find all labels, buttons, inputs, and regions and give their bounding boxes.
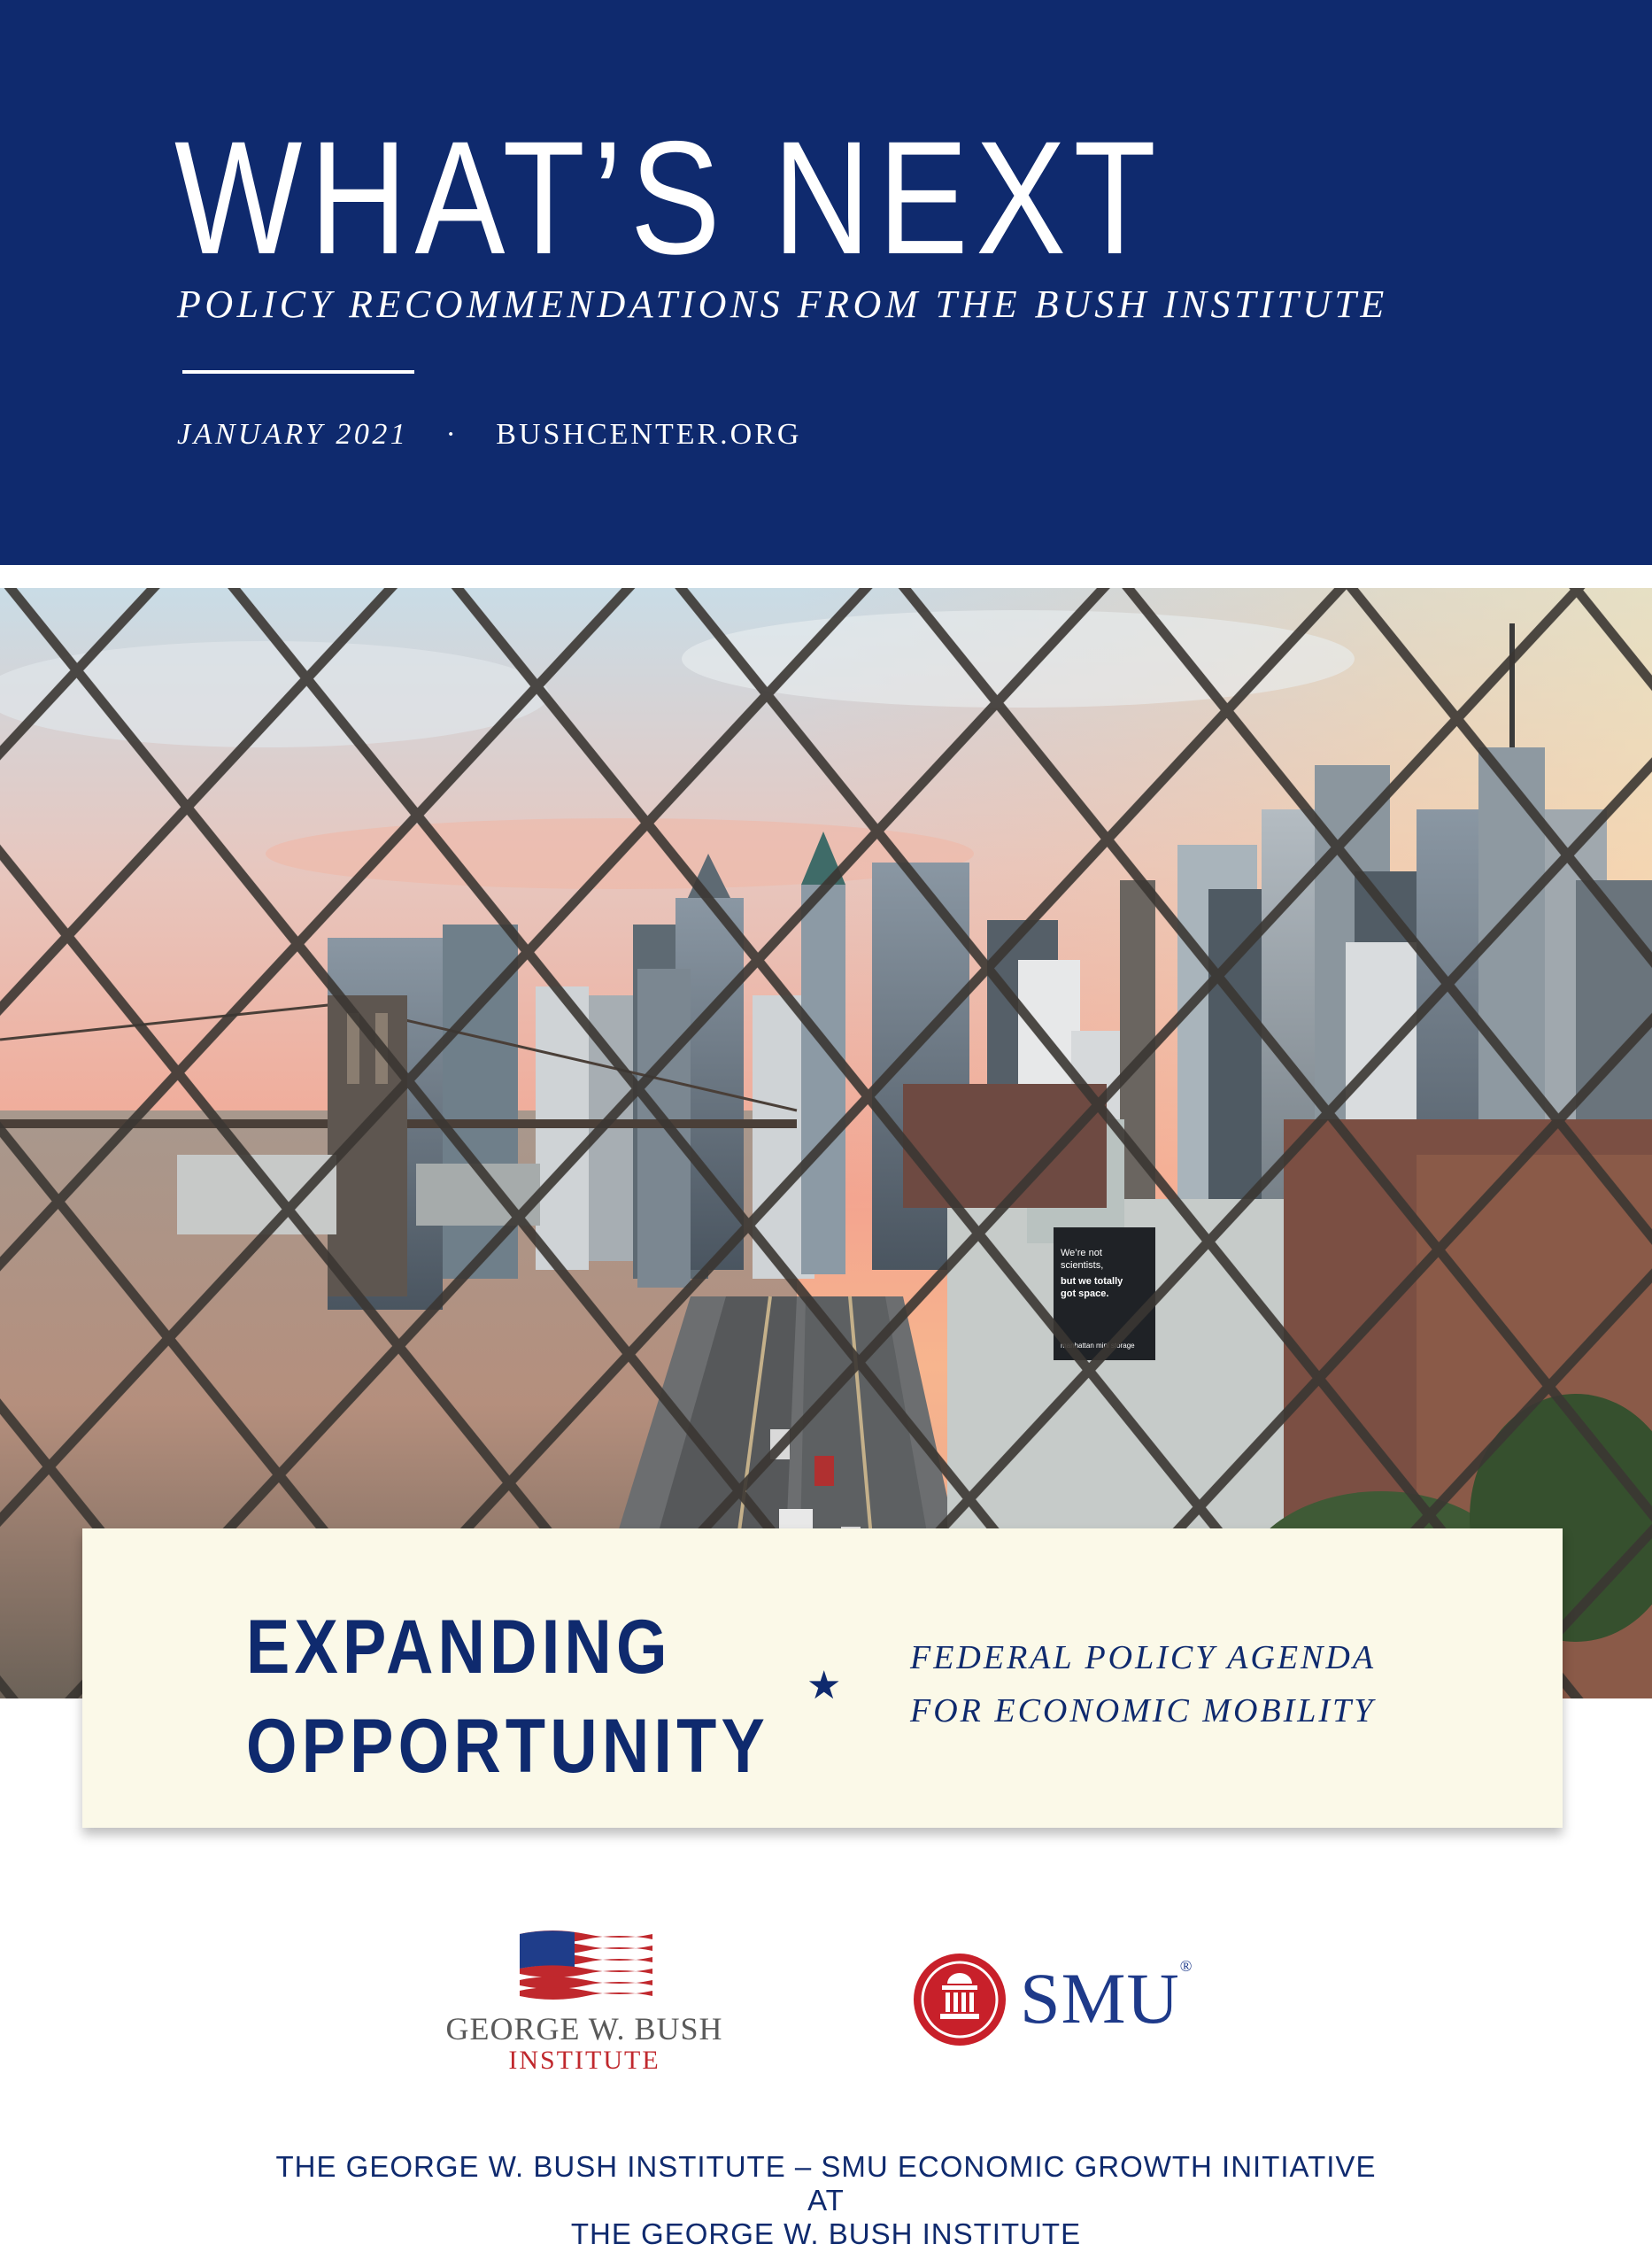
divider [182,370,414,374]
report-subtitle [910,1631,1376,1737]
registered-mark: ® [1179,1957,1193,1975]
bush-institute-logo [443,1922,726,2081]
publication-meta [177,418,801,452]
star-icon: ★ [807,1664,842,1707]
bush-institute-label: INSTITUTE [508,2046,660,2075]
page-subtitle: POLICY RECOMMENDATIONS FROM THE BUSH INSTITUTE [177,282,1388,326]
flag-icon [520,1927,652,2001]
smu-wordmark: SMU® [1020,1957,1193,2039]
report-title-line-2: OPPORTUNITY [246,1704,769,1789]
footer [0,2150,1652,2251]
smu-logo [912,1952,1204,2047]
separator-dot: · [445,418,459,451]
report-title-line-1: EXPANDING [246,1605,672,1690]
page-title: WHAT’S NEXT [174,107,1164,288]
title-banner [82,1528,1563,1828]
publication-date: JANUARY 2021 [177,418,409,451]
report-subtitle-line-2: FOR ECONOMIC MOBILITY [910,1692,1376,1729]
header-band [0,0,1652,565]
bush-institute-name: GEORGE W. BUSH [445,2011,723,2046]
footer-line-3: THE GEORGE W. BUSH INSTITUTE [570,2217,1082,2250]
footer-line-2: AT [807,2184,845,2217]
report-title [246,1598,854,1796]
smu-seal-icon [912,1952,1007,2047]
footer-line-1: THE GEORGE W. BUSH INSTITUTE – SMU ECONOMIC GROWTH INITIATIVE [275,2150,1377,2183]
website-link[interactable]: BUSHCENTER.ORG [496,418,802,451]
report-subtitle-line-1: FEDERAL POLICY AGENDA [910,1639,1377,1676]
